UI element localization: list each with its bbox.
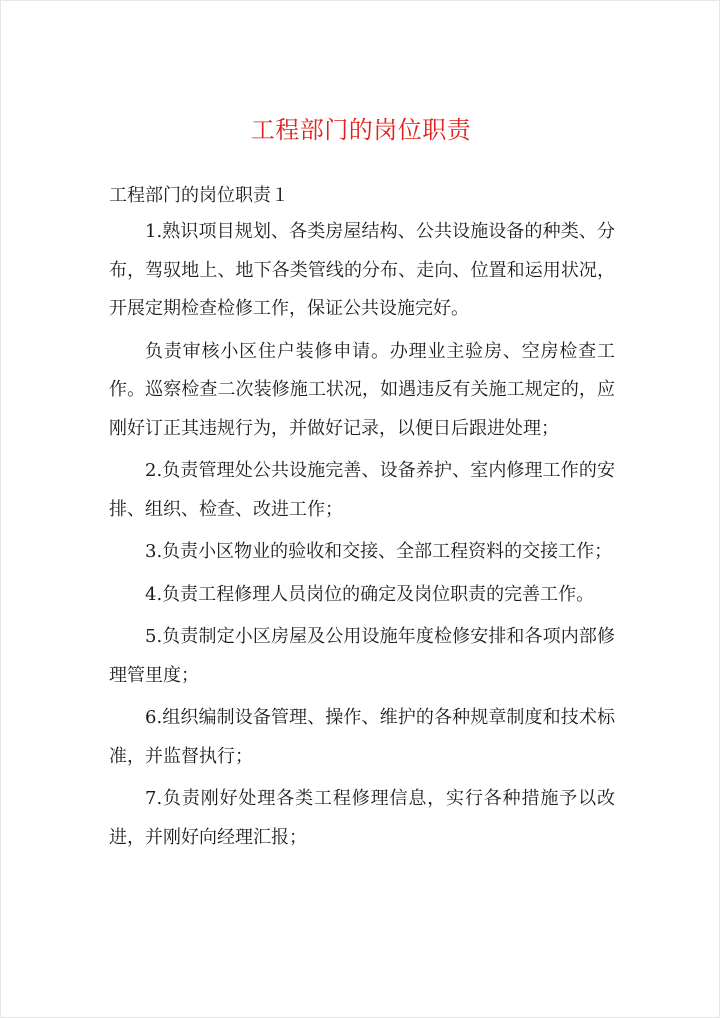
document-body <box>109 213 615 861</box>
section-heading: 工程部门的岗位职责１ <box>109 185 289 206</box>
paragraph-2: 负责审核小区住户装修申请。办理业主验房、空房检查工作。巡察检查二次装修施工状况，如遇违反有关施工规定的，应刚好订正其违规行为，并做好记录，以便日后跟进处理； <box>109 340 615 439</box>
page-title: 工程部门的岗位职责 <box>250 116 472 144</box>
paragraph-1: 1.熟识项目规划、各类房屋结构、公共设施设备的种类、分布，驾驭地上、地下各类管线的分布、走向、位置和运用状况，开展定期检查检修工作，保证公共设施完好。 <box>109 221 615 319</box>
paragraph-7: 6.组织编制设备管理、操作、维护的各种规章制度和技术标准，并监督执行； <box>109 707 615 767</box>
paragraph-6: 5.负责制定小区房屋及公用设施年度检修安排和各项内部修理管里度； <box>109 626 615 686</box>
paragraph-8: 7.负责刚好处理各类工程修理信息，实行各种措施予以改进，并刚好向经理汇报； <box>109 788 615 848</box>
paragraph-5: 4.负责工程修理人员岗位的确定及岗位职责的完善工作。 <box>145 583 595 605</box>
paragraph-3: 2.负责管理处公共设施完善、设备养护、室内修理工作的安排、组织、检查、改进工作； <box>109 460 615 520</box>
paragraph-4: 3.负责小区物业的验收和交接、全部工程资料的交接工作； <box>145 541 613 562</box>
